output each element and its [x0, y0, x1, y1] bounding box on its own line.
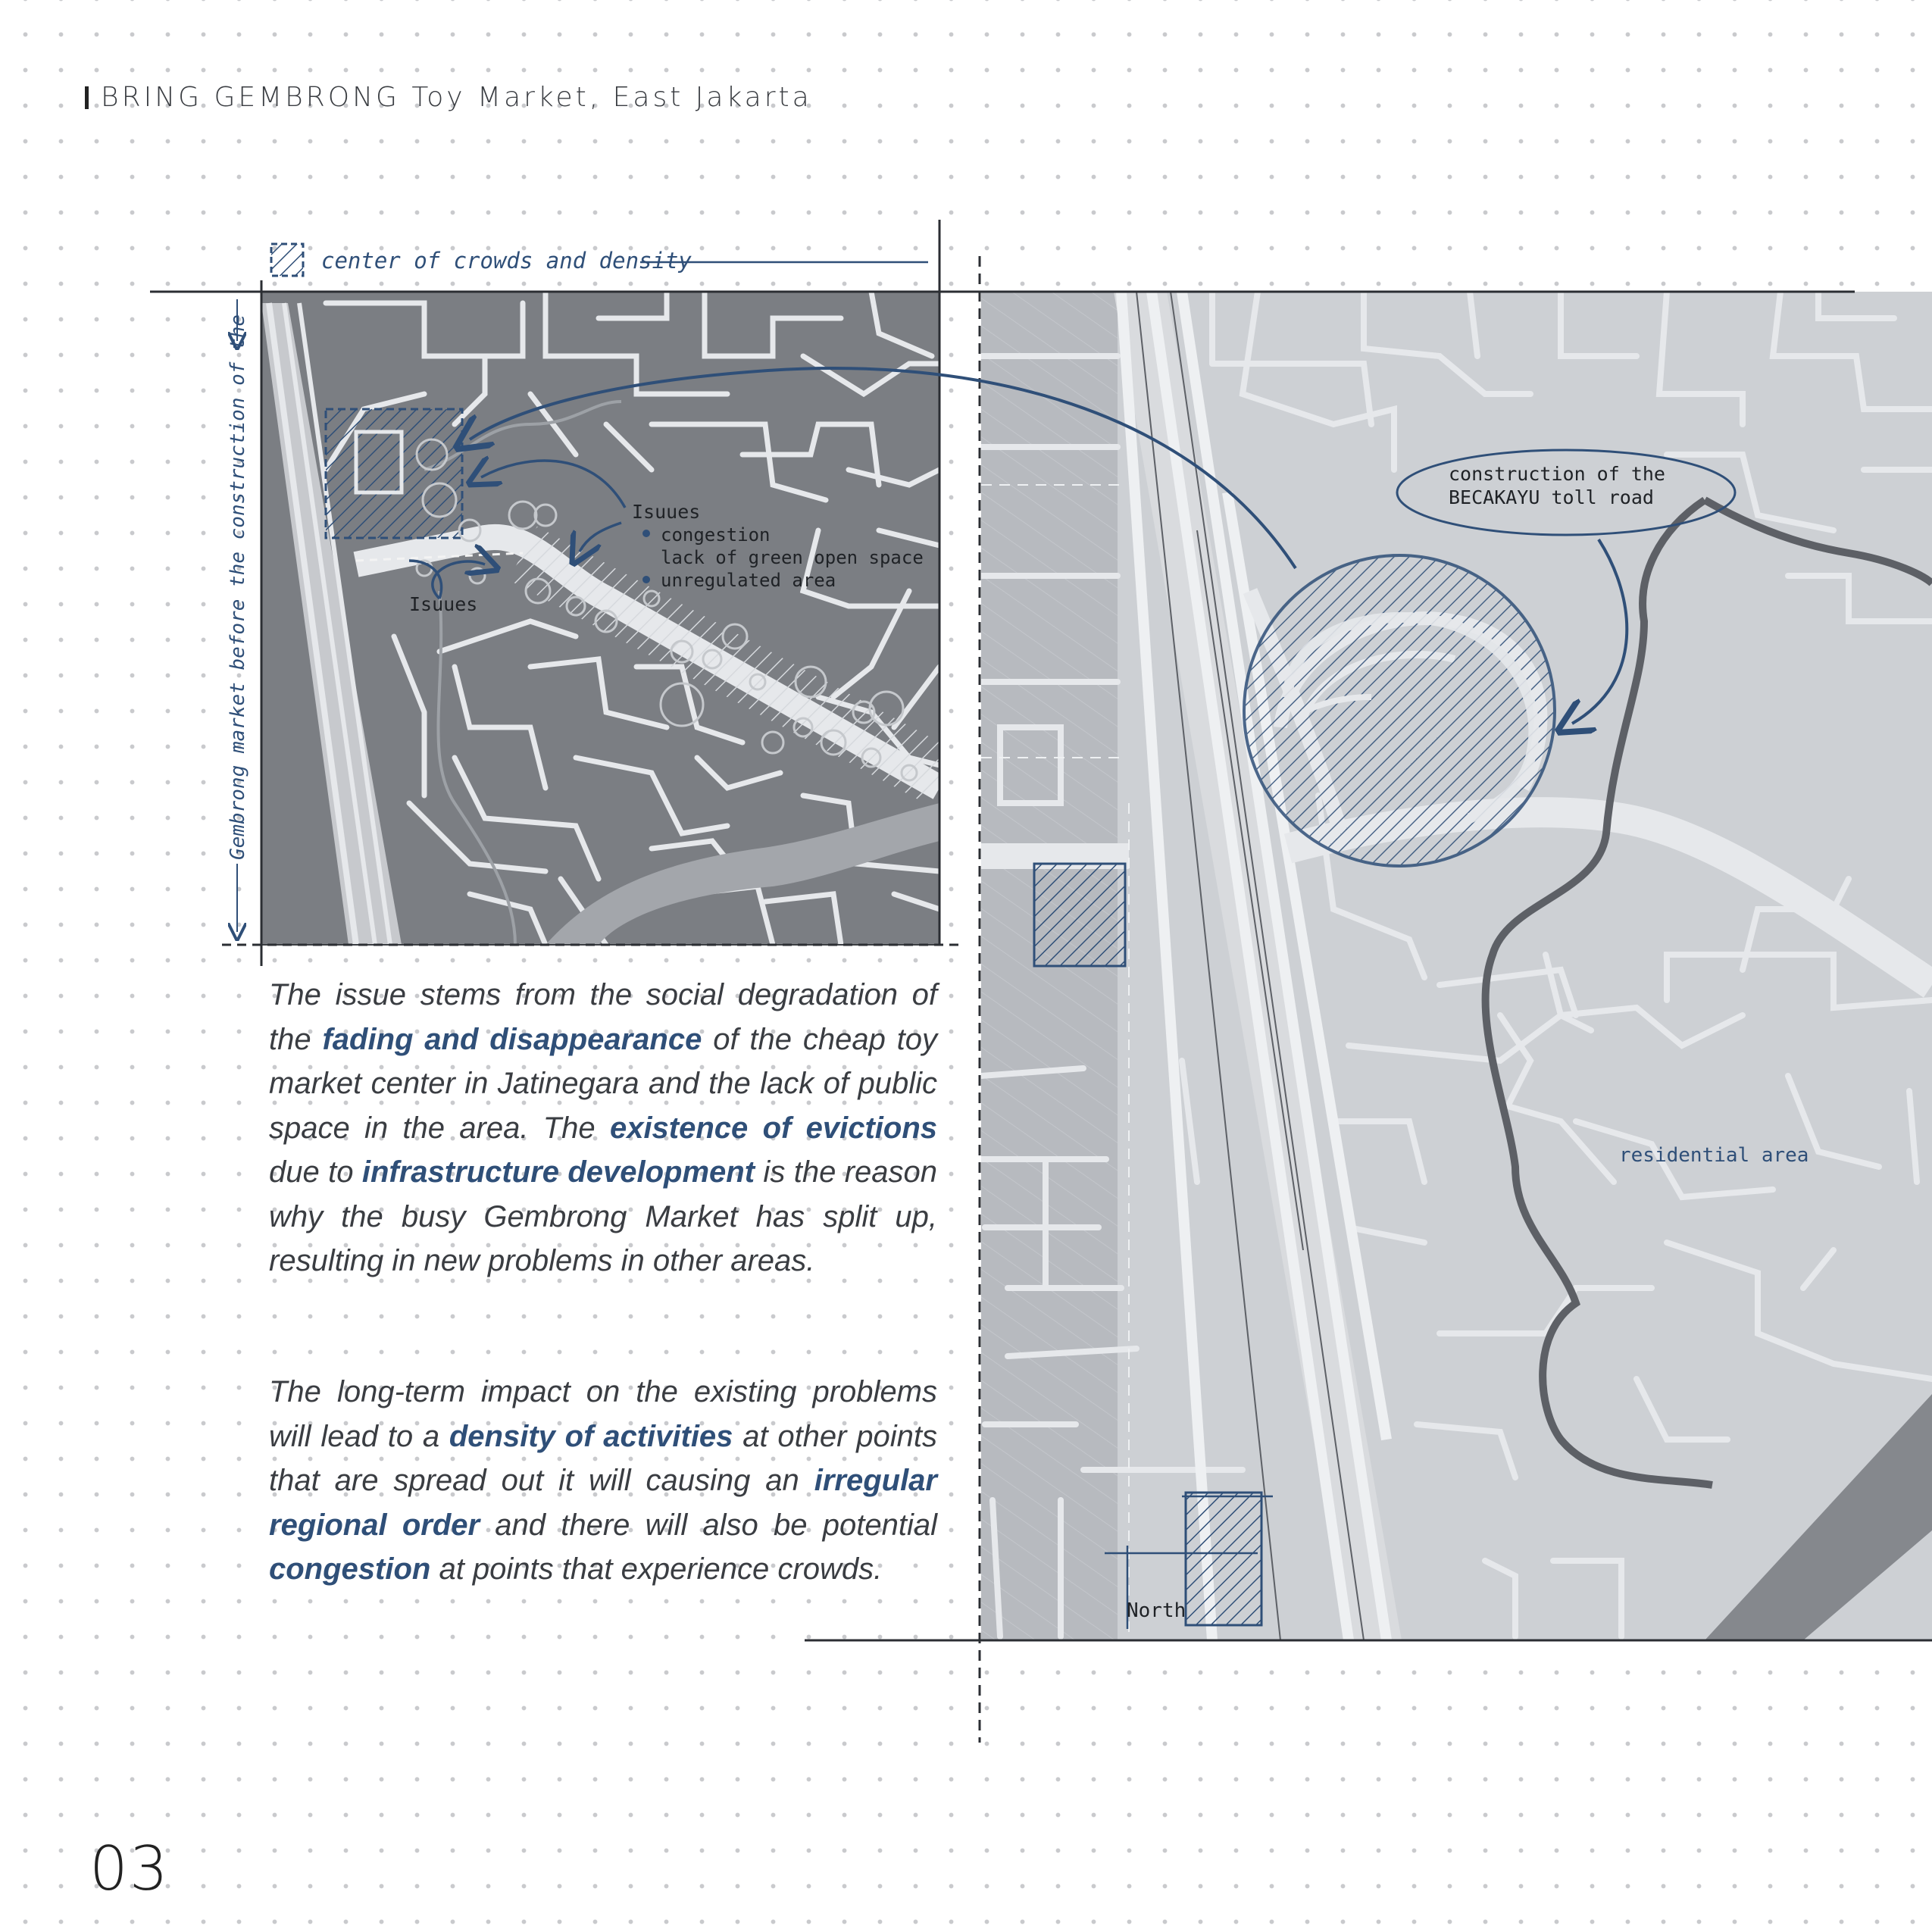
toll-label-line1: construction of the — [1449, 463, 1665, 485]
body-text-segment: The long-term impact on the existing problems will lead to a — [269, 1375, 937, 1453]
highlight-text: congestion — [269, 1552, 431, 1586]
highlight-text: infrastructure development — [361, 1155, 755, 1189]
body-text-segment: due to — [269, 1155, 362, 1189]
header-title: BRING GEMBRONG Toy Market, East Jakarta — [101, 82, 812, 113]
north-label: North — [1127, 1599, 1186, 1622]
issue-congestion: congestion — [661, 524, 771, 546]
crowd-zone-1 — [1034, 864, 1125, 966]
issues-label-secondary: Isuues — [409, 593, 478, 615]
body-text-segment: and there will also be potential — [480, 1508, 937, 1542]
market-zone — [326, 409, 462, 538]
toll-interchange-circle — [1244, 555, 1555, 866]
highlight-text: irregular regional order — [269, 1464, 937, 1542]
body-text-segment: The issue stems from the social degradation of the — [269, 978, 937, 1056]
body-text-segment: is the reason why the busy Gembrong Market has split up, resulting in new problems in other areas. — [269, 1155, 938, 1277]
toll-label-line2: BECAKAYU toll road — [1449, 486, 1654, 508]
body-text-segment: of the cheap toy market center in Jatinegara and the lack of public space in the area. The — [269, 1022, 938, 1145]
residential-label: residential area — [1619, 1144, 1809, 1167]
highlight-text: existence of evictions — [609, 1111, 937, 1145]
body-text-segment: at other points that are spread out it will causing an — [269, 1419, 938, 1497]
left-map — [261, 292, 939, 945]
vertical-map-label: Gembrong market before the construction of the — [227, 314, 249, 860]
legend-swatch — [271, 244, 303, 276]
body-text-segment: at points that experience crowds. — [430, 1552, 883, 1586]
issue-unregulated: unregulated area — [661, 570, 836, 591]
legend-label: center of crowds and density — [321, 248, 692, 274]
page-number: 03 — [89, 1834, 170, 1904]
highlight-text: density of activities — [449, 1419, 733, 1453]
issue-green-space: lack of green open space — [661, 547, 924, 568]
body-paragraph-2 — [269, 1370, 937, 1592]
body-paragraph-1 — [269, 973, 937, 1283]
crowd-zone-2 — [1186, 1493, 1261, 1625]
issues-label: Isuues — [632, 501, 701, 523]
highlight-text: fading and disappearance — [322, 1022, 702, 1056]
